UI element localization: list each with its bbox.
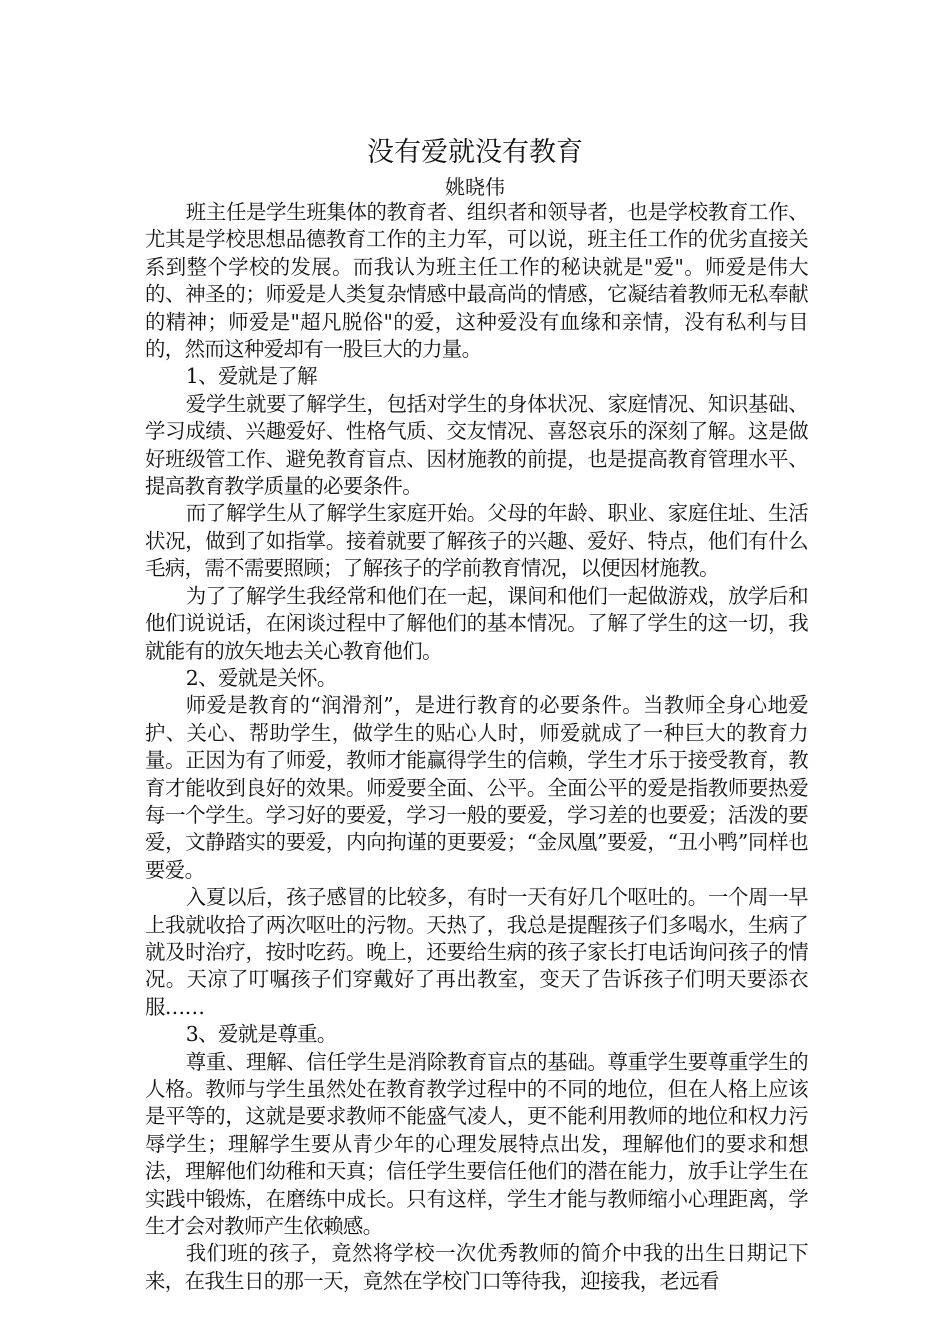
paragraph: 我们班的孩子，竟然将学校一次优秀教师的简介中我的出生日期记下来，在我生日的那一天，竟然在学校门口等待我，迎接我，老远看 — [145, 1241, 808, 1293]
paragraph: 爱学生就要了解学生，包括对学生的身体状况、家庭情况、知识基础、学习成绩、兴趣爱好、性格气质、交友情况、喜怒哀乐的深刻了解。这是做好班级管工作、避免教育盲点、因材施教的前提，也是提高教育管理水平、提高教育教学质量的必要条件。 — [145, 391, 808, 499]
document-title: 没有爱就没有教育 — [367, 137, 583, 168]
section-heading-1: 1、爱就是了解 — [185, 364, 317, 389]
paragraph: 师爱是教育的“润滑剂”，是进行教育的必要条件。当教师全身心地爱护、关心、帮助学生，做学生的贴心人时，师爱就成了一种巨大的教育力量。正因为有了师爱，教师才能赢得学生的信赖，学生才乐于接受教育，教育才能收到良好的效果。师爱要全面、公平。全面公平的爱是指教师要热爱每一个学生。学习好的要爱，学习一般的要爱，学习差的也要爱；活泼的要爱，文静踏实的要爱，内向拘谨的更要爱；“金凤凰”要爱，“丑小鸭”同样也要爱。 — [145, 693, 808, 882]
document-body — [145, 199, 808, 1295]
section-heading-2: 2、爱就是关怀。 — [185, 665, 337, 690]
document-author: 姚晓伟 — [445, 175, 505, 199]
section-heading-3: 3、爱就是尊重。 — [185, 1022, 337, 1047]
paragraph: 入夏以后，孩子感冒的比较多，有时一天有好几个呕吐的。一个周一早上我就收拾了两次呕吐的污物。天热了，我总是提醒孩子们多喝水，生病了就及时治疗，按时吃药。晚上，还要给生病的孩子家长打电话询问孩子的情况。天凉了叮嘱孩子们穿戴好了再出教室，变天了告诉孩子们明天要添衣服…… — [145, 885, 808, 1019]
paragraph: 尊重、理解、信任学生是消除教育盲点的基础。尊重学生要尊重学生的人格。教师与学生虽然处在教育教学过程中的不同的地位，但在人格上应该是平等的，这就是要求教师不能盛气凌人，更不能利用教师的地位和权力污辱学生；理解学生要从青少年的心理发展特点出发，理解他们的要求和想法，理解他们幼稚和天真；信任学生要信任他们的潜在能力，放手让学生在实践中锻炼，在磨练中成长。只有这样，学生才能与教师缩小心理距离，学生才会对教师产生依赖感。 — [145, 1049, 808, 1239]
paragraph: 而了解学生从了解学生家庭开始。父母的年龄、职业、家庭住址、生活状况，做到了如指掌。接着就要了解孩子的兴趣、爱好、特点，他们有什么毛病，需不需要照顾；了解孩子的学前教育情况，以便因材施教。 — [145, 501, 808, 581]
paragraph: 为了了解学生我经常和他们在一起，课间和他们一起做游戏，放学后和他们说说话，在闲谈过程中了解他们的基本情况。了解了学生的这一切，我就能有的放矢地去关心教育他们。 — [145, 583, 808, 663]
paragraph-intro: 班主任是学生班集体的教育者、组织者和领导者，也是学校教育工作、尤其是学校思想品德教育工作的主力军，可以说，班主任工作的优劣直接关系到整个学校的发展。而我认为班主任工作的秘诀就是"爱"。师爱是伟大的、神圣的；师爱是人类复杂情感中最高尚的情感，它凝结着教师无私奉献的精神；师爱是"超凡脱俗"的爱，这种爱没有血缘和亲情，没有私利与目的，然而这种爱却有一股巨大的力量。 — [145, 200, 808, 362]
